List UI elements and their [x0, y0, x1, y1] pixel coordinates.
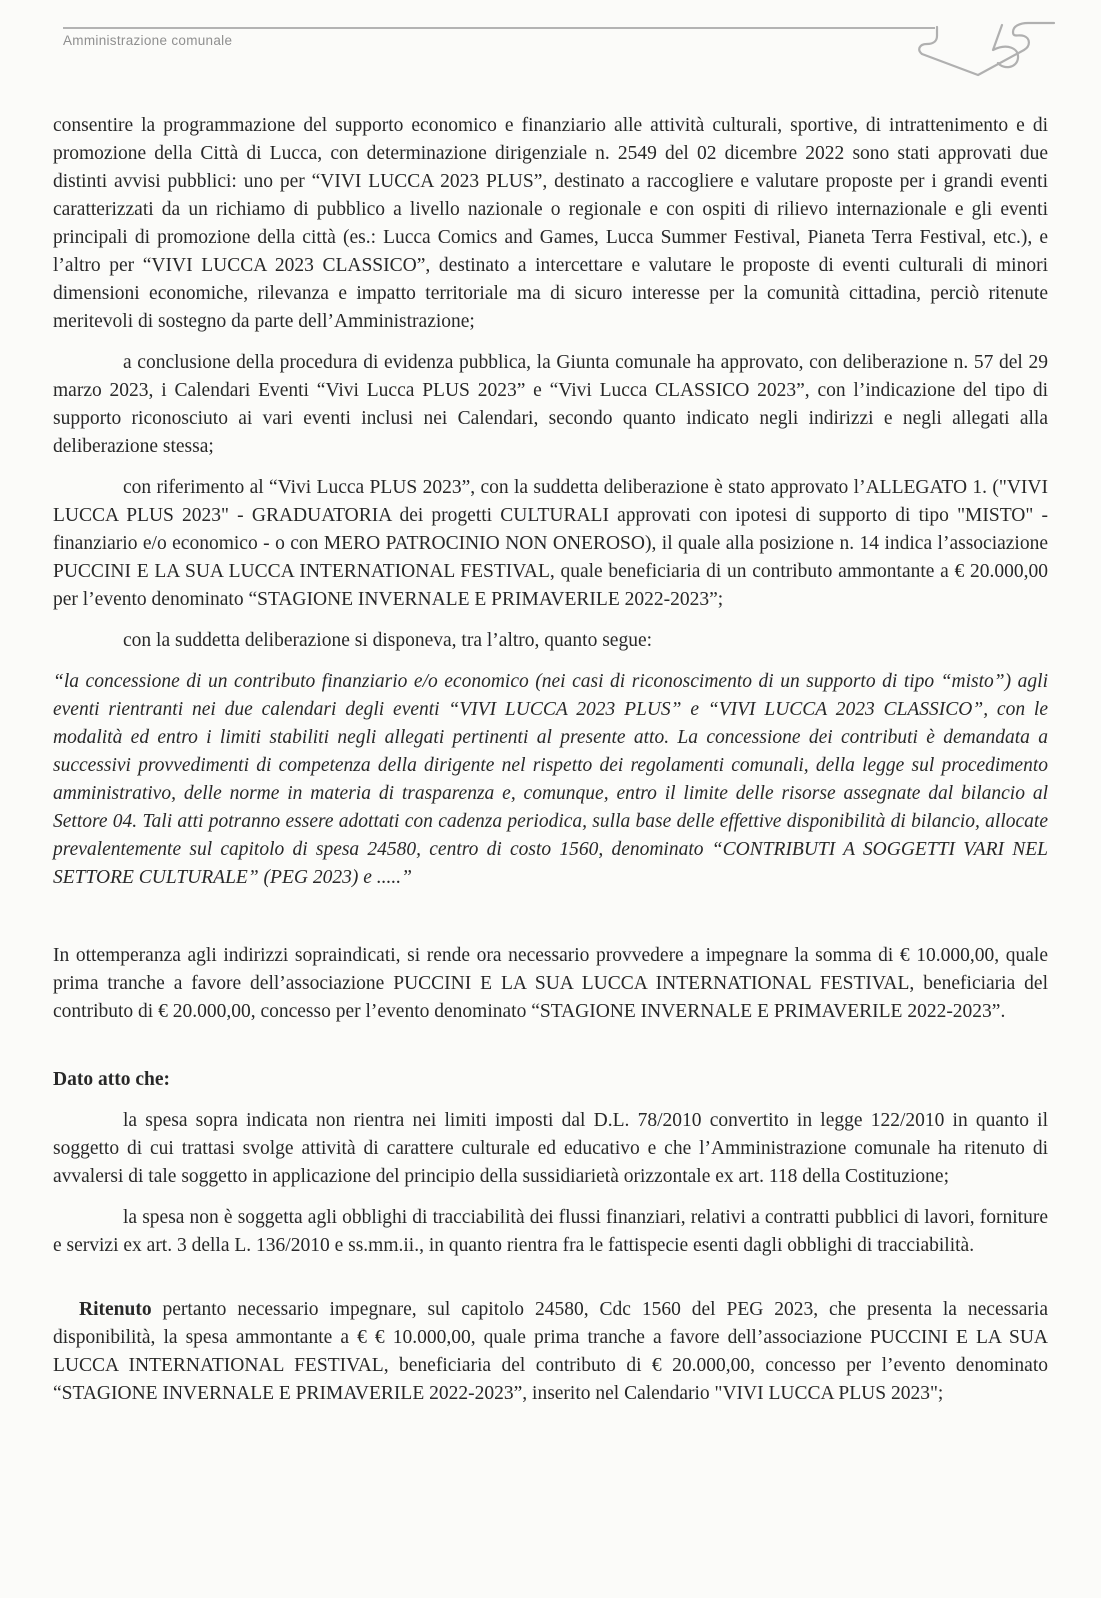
impegno-somma-paragraph: [53, 942, 1048, 1026]
dato-atto-heading: [53, 1066, 1048, 1094]
bold-run: Dato atto che:: [53, 1069, 170, 1090]
text-run: consentire la programmazione del supporto economico e finanziario alle attività culturali, sportive, di intrattenimento e di promozione della Città di Lucca, con determinazione dirigenziale n. 2549 del 02 dicembre 2022 sono stati approvati due distinti avvisi pubblici: uno per “VIVI LUCCA 2023 PLUS”, destinato a raccogliere e valutare proposte per i grandi eventi caratterizzati da un richiamo di pubblico a livello nazionale o regionale e con ospiti di rilievo internazionale e gli eventi principali di promozione della città (es.: Lucca Comics and Games, Lucca Summer Festival, Pianeta Terra Festival, etc.), e l’altro per “VIVI LUCCA 2023 CLASSICO”, destinato a intercettare e valutare le proposte di eventi culturali di minori dimensioni economiche, rilevanza e impatto territoriale ma di sicuro interesse per la comunità cittadina, perciò ritenute meritevoli di sostegno da parte dell’Amministrazione;: [53, 115, 1048, 332]
text-run: In ottemperanza agli indirizzi sopraindicati, si rende ora necessario provvedere a impegnare la somma di € 10.000,00, quale prima tranche a favore dell’associazione PUCCINI E LA SUA LUCCA INTERNATIONAL FESTIVAL, beneficiaria del contributo di € 20.000,00, concesso per l’evento denominato “STAGIONE INVERNALE E PRIMAVERILE 2022-2023”.: [53, 945, 1048, 1022]
ritenuto-paragraph: [53, 1296, 1048, 1408]
text-run: la spesa non è soggetta agli obblighi di tracciabilità dei flussi finanziari, relativi a contratti pubblici di lavori, forniture e servizi ex art. 3 della L. 136/2010 e ss.mm.ii., in quanto rientra fra le fattispecie esenti dagli obblighi di tracciabilità.: [53, 1207, 1048, 1256]
allegato-graduatoria-paragraph: [53, 474, 1048, 614]
deliberation-lead-in: [53, 627, 1048, 655]
intro-paragraph: [53, 112, 1048, 336]
spesa-limiti-paragraph: [53, 1107, 1048, 1191]
text-run: la spesa sopra indicata non rientra nei limiti imposti dal D.L. 78/2010 convertito in legge 122/2010 in quanto il soggetto di cui trattasi svolge attività di carattere culturale ed educativo e che l’Amministrazione comunale ha ritenuto di avvalersi di tale soggetto in applicazione del principio della sussidiarietà orizzontale ex art. 118 della Costituzione;: [53, 1110, 1048, 1187]
text-run: pertanto necessario impegnare, sul capitolo 24580, Cdc 1560 del PEG 2023, che presenta la necessaria disponibilità, la spesa ammontante a € € 10.000,00, quale prima tranche a favore dell’associazione PUCCINI E LA SUA LUCCA INTERNATIONAL FESTIVAL, beneficiaria del contributo di € 20.000,00, concesso per l’evento denominato “STAGIONE INVERNALE E PRIMAVERILE 2022-2023”, inserito nel Calendario "VIVI LUCCA PLUS 2023";: [53, 1299, 1048, 1404]
bold-run: Ritenuto: [79, 1299, 152, 1320]
header-rule: [63, 27, 935, 29]
page-header: [0, 0, 1101, 95]
text-run: con riferimento al “Vivi Lucca PLUS 2023”, con la suddetta deliberazione è stato approvato l’ALLEGATO 1. ("VIVI LUCCA PLUS 2023" - GRADUATORIA dei progetti CULTURALI approvati con ipotesi di supporto di tipo "MISTO" - finanziario e/o economico - o con MERO PATROCINIO NON ONEROSO), il quale alla posizione n. 14 indica l’associazione PUCCINI E LA SUA LUCCA INTERNATIONAL FESTIVAL, quale beneficiaria di un contributo ammontante a € 20.000,00 per l’evento denominato “STAGIONE INVERNALE E PRIMAVERILE 2022-2023”;: [53, 477, 1048, 610]
page-number-flourish-icon: [918, 10, 1060, 82]
quoted-deliberation-excerpt: [53, 668, 1048, 892]
text-run: con la suddetta deliberazione si disponeva, tra l’altro, quanto segue:: [123, 630, 653, 651]
text-run: a conclusione della procedura di evidenza pubblica, la Giunta comunale ha approvato, con deliberazione n. 57 del 29 marzo 2023, i Calendari Eventi “Vivi Lucca PLUS 2023” e “Vivi Lucca CLASSICO 2023”, con l’indicazione del tipo di supporto riconosciuto ai vari eventi inclusi nei Calendari, secondo quanto indicato negli indirizzi e negli allegati alla deliberazione stessa;: [53, 352, 1048, 457]
tracciabilita-paragraph: [53, 1204, 1048, 1260]
document-body: [53, 112, 1048, 1421]
text-run: “la concessione di un contributo finanziario e/o economico (nei casi di riconoscimento di un supporto di tipo “misto”) agli eventi rientranti nei due calendari degli eventi “VIVI LUCCA 2023 PLUS” e “VIVI LUCCA 2023 CLASSICO”, con le modalità ed entro i limiti stabiliti negli allegati pertinenti al presente atto. La concessione dei contributi è demandata a successivi provvedimenti di competenza della dirigente nel rispetto dei regolamenti comunali, della legge sul procedimento amministrativo, delle norme in materia di trasparenza e, comunque, entro il limite delle risorse assegnate dal bilancio al Settore 04. Tali atti potranno essere adottati con cadenza periodica, sulla base delle effettive disponibilità di bilancio, allocate prevalentemente sul capitolo di spesa 24580, centro di costo 1560, denominato “CONTRIBUTI A SOGGETTI VARI NEL SETTORE CULTURALE” (PEG 2023) e .....”: [53, 671, 1048, 888]
giunta-deliberation-paragraph: [53, 349, 1048, 461]
department-label: Amministrazione comunale: [63, 33, 233, 48]
